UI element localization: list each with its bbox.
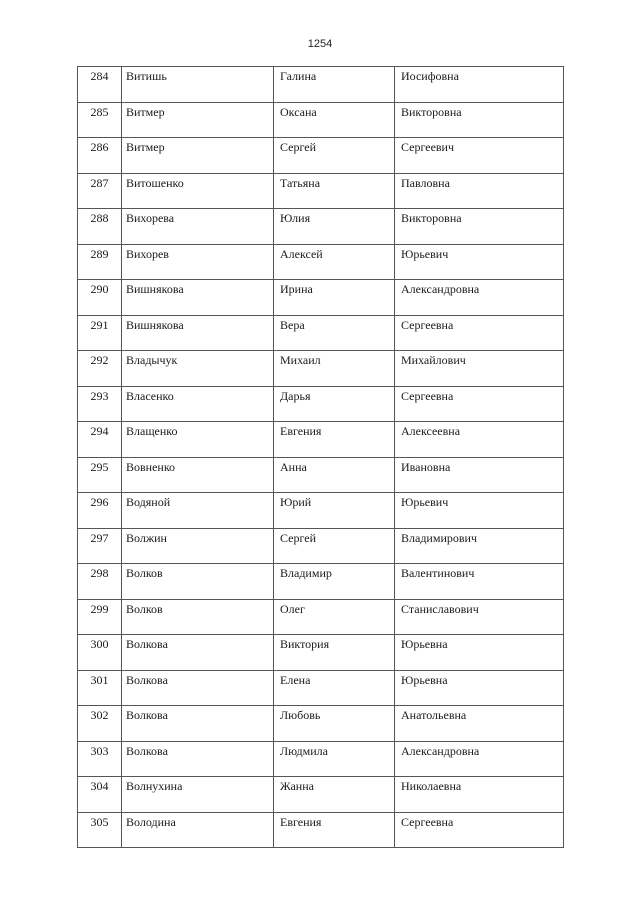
table-row xyxy=(78,102,564,138)
row-number: 305 xyxy=(90,814,109,829)
row-number-cell xyxy=(78,564,122,600)
row-number-cell xyxy=(78,209,122,245)
row-number: 295 xyxy=(90,459,109,474)
row-number-cell xyxy=(78,422,122,458)
surname: Волкова xyxy=(126,637,168,651)
patronymic: Николаевна xyxy=(401,779,462,793)
surname: Влащенко xyxy=(126,424,178,438)
table-row xyxy=(78,564,564,600)
patronymic-cell xyxy=(395,67,564,103)
surname-cell xyxy=(122,599,274,635)
surname: Вихорев xyxy=(126,246,169,261)
surname-cell xyxy=(122,812,274,848)
patronymic: Валентинович xyxy=(401,566,475,580)
patronymic: Михайлович xyxy=(401,353,466,367)
first-name-cell xyxy=(274,351,395,387)
table-row xyxy=(78,635,564,671)
surname-cell xyxy=(122,777,274,813)
row-number: 304 xyxy=(90,779,109,793)
patronymic-cell xyxy=(395,315,564,351)
row-number-cell xyxy=(78,102,122,138)
patronymic-cell xyxy=(395,741,564,777)
surname-cell xyxy=(122,564,274,600)
row-number-cell xyxy=(78,386,122,422)
patronymic: Анатольевна xyxy=(401,708,467,722)
row-number: 303 xyxy=(90,743,109,758)
first-name-cell xyxy=(274,528,395,564)
patronymic-cell xyxy=(395,386,564,422)
row-number: 291 xyxy=(90,317,109,332)
patronymic-cell xyxy=(395,706,564,742)
patronymic: Викторовна xyxy=(401,211,462,225)
patronymic-cell xyxy=(395,528,564,564)
surname: Волков xyxy=(126,601,163,616)
patronymic-cell xyxy=(395,244,564,280)
row-number: 296 xyxy=(90,495,109,509)
first-name: Елена xyxy=(280,672,311,687)
row-number-cell xyxy=(78,670,122,706)
table-row xyxy=(78,67,564,103)
first-name: Оксана xyxy=(280,104,317,119)
first-name: Владимир xyxy=(280,566,332,580)
first-name-cell xyxy=(274,493,395,529)
first-name-cell xyxy=(274,741,395,777)
surname: Волкова xyxy=(126,743,168,758)
surname: Волков xyxy=(126,566,163,580)
surname: Волнухина xyxy=(126,779,183,793)
row-number-cell xyxy=(78,706,122,742)
surname: Волкова xyxy=(126,672,168,687)
first-name-cell xyxy=(274,102,395,138)
surname: Волкова xyxy=(126,708,168,722)
first-name-cell xyxy=(274,599,395,635)
row-number: 302 xyxy=(90,708,109,722)
patronymic-cell xyxy=(395,209,564,245)
patronymic: Александровна xyxy=(401,743,480,758)
first-name: Любовь xyxy=(280,708,321,722)
first-name: Вера xyxy=(280,317,305,332)
surname-cell xyxy=(122,457,274,493)
surname-cell xyxy=(122,280,274,316)
row-number-cell xyxy=(78,280,122,316)
first-name-cell xyxy=(274,67,395,103)
row-number-cell xyxy=(78,528,122,564)
patronymic-cell xyxy=(395,138,564,174)
first-name: Алексей xyxy=(280,246,323,261)
patronymic: Иосифовна xyxy=(401,69,459,83)
surname-cell xyxy=(122,670,274,706)
first-name-cell xyxy=(274,812,395,848)
surname: Власенко xyxy=(126,388,174,403)
row-number-cell xyxy=(78,138,122,174)
patronymic: Станиславович xyxy=(401,601,479,616)
table-row xyxy=(78,493,564,529)
patronymic: Юрьевна xyxy=(401,637,448,651)
first-name-cell xyxy=(274,138,395,174)
first-name-cell xyxy=(274,670,395,706)
row-number: 301 xyxy=(90,672,109,687)
table-row xyxy=(78,777,564,813)
surname: Вихорева xyxy=(126,211,175,225)
patronymic-cell xyxy=(395,173,564,209)
surname-cell xyxy=(122,635,274,671)
patronymic: Юрьевич xyxy=(401,495,449,509)
patronymic-cell xyxy=(395,812,564,848)
surname: Витмер xyxy=(126,140,165,154)
patronymic-cell xyxy=(395,351,564,387)
first-name: Людмила xyxy=(280,743,328,758)
row-number: 293 xyxy=(90,388,109,403)
row-number: 285 xyxy=(90,104,109,119)
row-number: 299 xyxy=(90,601,109,616)
patronymic-cell xyxy=(395,635,564,671)
first-name: Евгения xyxy=(280,424,322,438)
row-number-cell xyxy=(78,812,122,848)
patronymic-cell xyxy=(395,280,564,316)
patronymic: Юрьевич xyxy=(401,246,449,261)
patronymic-cell xyxy=(395,564,564,600)
row-number-cell xyxy=(78,67,122,103)
first-name-cell xyxy=(274,386,395,422)
table-row xyxy=(78,244,564,280)
surname-cell xyxy=(122,706,274,742)
table-row xyxy=(78,280,564,316)
table-row xyxy=(78,351,564,387)
surname: Вишнякова xyxy=(126,317,184,332)
row-number-cell xyxy=(78,351,122,387)
first-name: Ирина xyxy=(280,282,313,296)
first-name: Татьяна xyxy=(280,175,321,190)
surname-cell xyxy=(122,67,274,103)
surname: Витошенко xyxy=(126,175,184,190)
first-name: Жанна xyxy=(280,779,314,793)
patronymic: Ивановна xyxy=(401,459,451,474)
patronymic: Сергеевна xyxy=(401,317,454,332)
surname-cell xyxy=(122,102,274,138)
table-row xyxy=(78,209,564,245)
first-name-cell xyxy=(274,209,395,245)
first-name: Юрий xyxy=(280,495,312,509)
first-name: Евгения xyxy=(280,814,322,829)
row-number: 298 xyxy=(90,566,109,580)
patronymic-cell xyxy=(395,457,564,493)
roster-table-body xyxy=(78,67,564,848)
surname-cell xyxy=(122,528,274,564)
row-number-cell xyxy=(78,315,122,351)
patronymic: Павловна xyxy=(401,175,450,190)
patronymic: Юрьевна xyxy=(401,672,448,687)
first-name: Галина xyxy=(280,69,317,83)
table-row xyxy=(78,386,564,422)
patronymic: Алексеевна xyxy=(401,424,461,438)
first-name-cell xyxy=(274,244,395,280)
row-number-cell xyxy=(78,599,122,635)
patronymic: Сергеевна xyxy=(401,388,454,403)
table-row xyxy=(78,670,564,706)
row-number: 297 xyxy=(90,530,109,545)
first-name: Виктория xyxy=(280,637,330,651)
surname-cell xyxy=(122,741,274,777)
table-row xyxy=(78,599,564,635)
first-name-cell xyxy=(274,635,395,671)
patronymic: Владимирович xyxy=(401,530,477,545)
surname-cell xyxy=(122,244,274,280)
row-number: 300 xyxy=(90,637,109,651)
first-name: Сергей xyxy=(280,140,316,154)
first-name-cell xyxy=(274,777,395,813)
row-number-cell xyxy=(78,173,122,209)
row-number-cell xyxy=(78,741,122,777)
surname: Водяной xyxy=(126,495,171,509)
patronymic-cell xyxy=(395,599,564,635)
table-row xyxy=(78,706,564,742)
table-row xyxy=(78,315,564,351)
first-name: Сергей xyxy=(280,530,316,545)
table-row xyxy=(78,422,564,458)
first-name: Михаил xyxy=(280,353,321,367)
first-name-cell xyxy=(274,422,395,458)
patronymic-cell xyxy=(395,422,564,458)
table-row xyxy=(78,741,564,777)
patronymic-cell xyxy=(395,670,564,706)
row-number: 294 xyxy=(90,424,109,438)
row-number-cell xyxy=(78,457,122,493)
table-row xyxy=(78,457,564,493)
patronymic: Сергеевна xyxy=(401,814,454,829)
surname-cell xyxy=(122,422,274,458)
surname: Волжин xyxy=(126,530,167,545)
row-number: 290 xyxy=(90,282,109,296)
patronymic-cell xyxy=(395,493,564,529)
row-number: 289 xyxy=(90,246,109,261)
row-number: 292 xyxy=(90,353,109,367)
surname-cell xyxy=(122,209,274,245)
first-name-cell xyxy=(274,315,395,351)
surname-cell xyxy=(122,386,274,422)
first-name-cell xyxy=(274,564,395,600)
row-number: 288 xyxy=(90,211,109,225)
row-number-cell xyxy=(78,493,122,529)
first-name-cell xyxy=(274,457,395,493)
surname-cell xyxy=(122,493,274,529)
surname-cell xyxy=(122,173,274,209)
surname: Вовненко xyxy=(126,459,176,474)
table-row xyxy=(78,812,564,848)
first-name: Юлия xyxy=(280,211,311,225)
first-name-cell xyxy=(274,280,395,316)
surname-cell xyxy=(122,138,274,174)
row-number: 286 xyxy=(90,140,109,154)
row-number: 284 xyxy=(90,69,109,83)
roster-table xyxy=(77,66,564,848)
first-name-cell xyxy=(274,173,395,209)
row-number-cell xyxy=(78,244,122,280)
row-number-cell xyxy=(78,777,122,813)
surname: Владычук xyxy=(126,353,178,367)
patronymic: Викторовна xyxy=(401,104,462,119)
table-row xyxy=(78,528,564,564)
surname-cell xyxy=(122,351,274,387)
patronymic: Сергеевич xyxy=(401,140,455,154)
surname-cell xyxy=(122,315,274,351)
page-number: 1254 xyxy=(307,38,333,50)
first-name: Олег xyxy=(280,601,305,616)
surname: Вишнякова xyxy=(126,282,184,296)
first-name: Дарья xyxy=(280,388,311,403)
surname: Володина xyxy=(126,814,176,829)
table-row xyxy=(78,138,564,174)
patronymic-cell xyxy=(395,102,564,138)
row-number: 287 xyxy=(90,175,109,190)
surname: Витишь xyxy=(126,69,167,83)
first-name: Анна xyxy=(280,459,307,474)
surname: Витмер xyxy=(126,104,165,119)
table-row xyxy=(78,173,564,209)
patronymic-cell xyxy=(395,777,564,813)
patronymic: Александровна xyxy=(401,282,480,296)
row-number-cell xyxy=(78,635,122,671)
first-name-cell xyxy=(274,706,395,742)
